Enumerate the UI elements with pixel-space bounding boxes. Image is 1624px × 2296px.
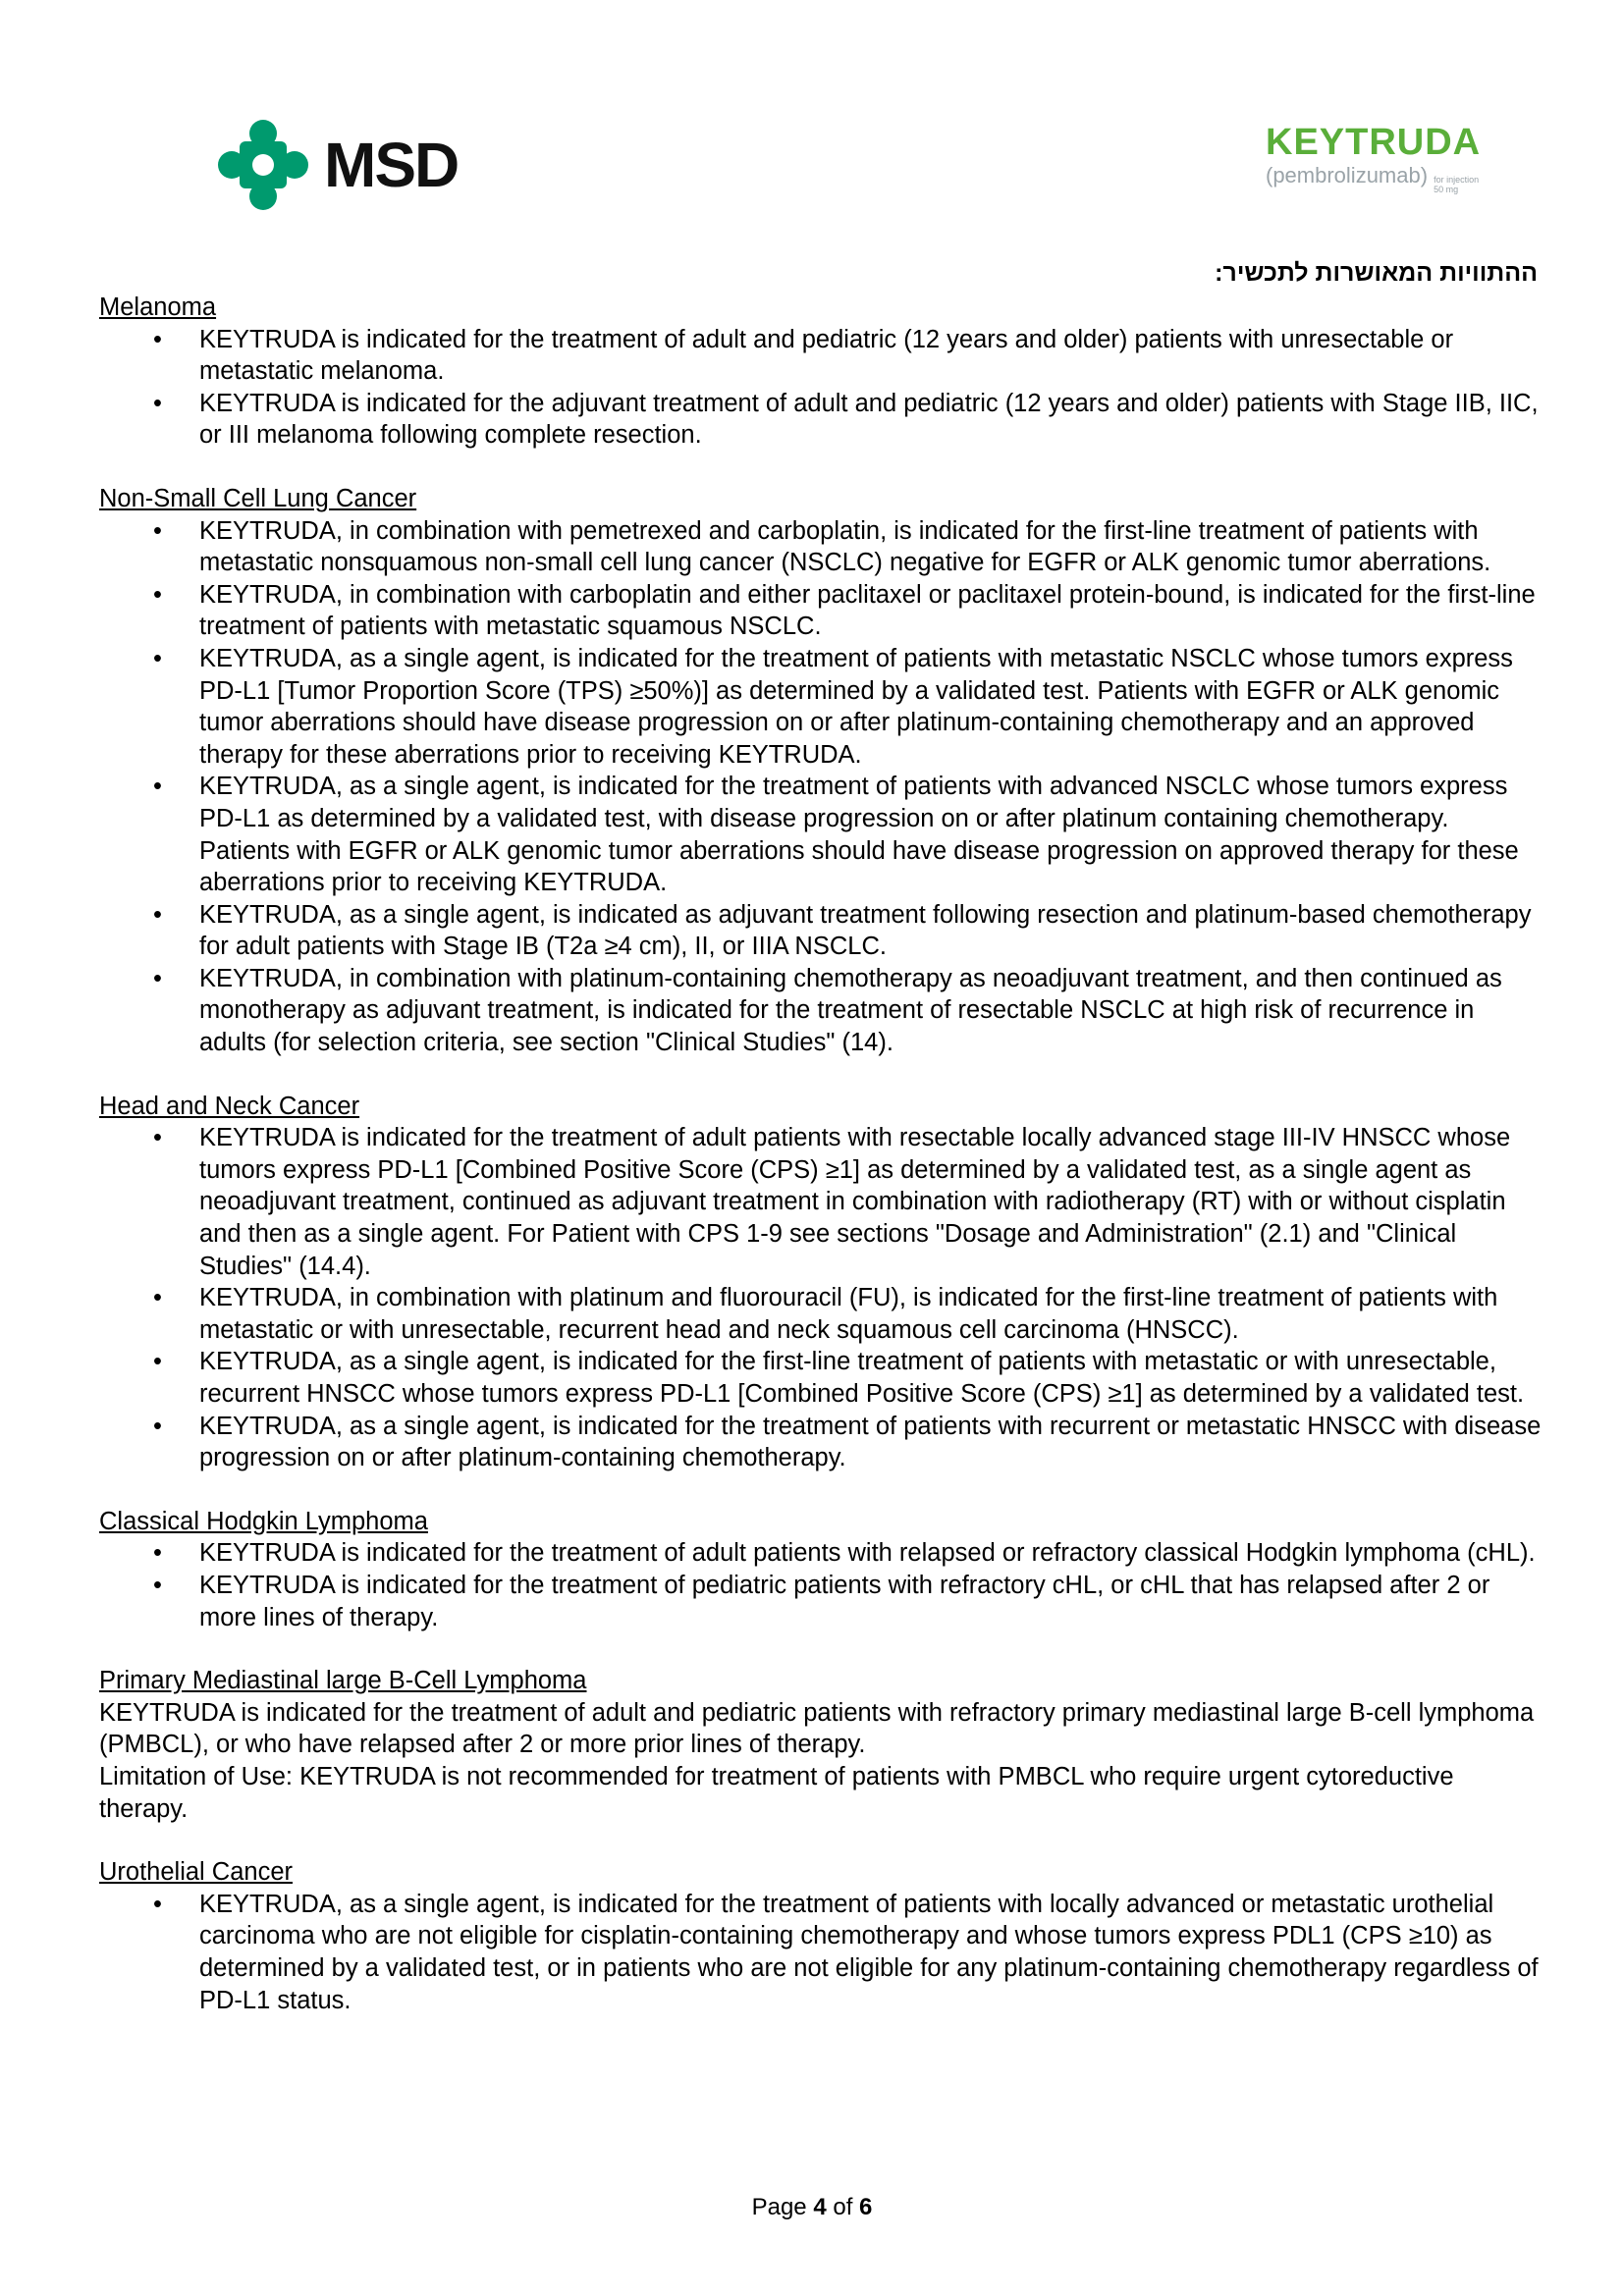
bullet-list	[99, 1122, 1543, 1474]
section-title: Classical Hodgkin Lymphoma	[99, 1507, 428, 1535]
page-of: of	[833, 2194, 853, 2220]
bullet-item: • KEYTRUDA, in combination with carboplatin and either paclitaxel or paclitaxel protein-bound, is indicated for the first-line treatment of patients with metastatic squamous NSCLC.	[99, 579, 1543, 643]
indication-section	[99, 1665, 1543, 1825]
section-title: Non-Small Cell Lung Cancer	[99, 484, 417, 512]
bullet-item: • KEYTRUDA, as a single agent, is indicated for the treatment of patients with advanced NSCLC whose tumors express PD-L1 as determined by a validated test, with disease progression on or after platinum containing chemotherapy. Patients with EGFR or ALK genomic tumor aberrations should have disease progression on approved therapy for these aberrations prior to receiving KEYTRUDA.	[99, 771, 1543, 898]
bullet-list	[99, 1889, 1543, 2016]
section-title: Melanoma	[99, 294, 217, 321]
indication-section	[99, 1506, 1543, 1633]
paragraph: Limitation of Use: KEYTRUDA is not recommended for treatment of patients with PMBCL who require urgent cytoreductive therapy.	[99, 1762, 1454, 1823]
page-total: 6	[859, 2194, 873, 2220]
indication-section	[99, 483, 1543, 1059]
indication-section	[99, 292, 1543, 452]
bullet-item: • KEYTRUDA is indicated for the treatment of adult patients with relapsed or refractory classical Hodgkin lymphoma (cHL).	[99, 1537, 1543, 1570]
indication-section	[99, 1091, 1543, 1474]
page-current: 4	[813, 2194, 827, 2220]
hebrew-heading: ההתוויות המאושרות לתכשיר:	[1215, 259, 1538, 287]
section-title: Primary Mediastinal large B-Cell Lymphoma	[99, 1667, 587, 1695]
bullet-item: • KEYTRUDA is indicated for the treatment of adult patients with resectable locally advanced stage III-IV HNSCC whose tumors express PD-L1 [Combined Positive Score (CPS) ≥1] as determined by a validated test, as a single agent as neoadjuvant treatment, continued as adjuvant treatment in combination with radiotherapy (RT) with or without cisplatin and then as a single agent. For Patient with CPS 1-9 see sections "Dosage and Administration" (2.1) and "Clinical Studies" (14.4).	[99, 1122, 1543, 1282]
msd-emblem-icon	[218, 120, 308, 210]
bullet-item: • KEYTRUDA is indicated for the adjuvant treatment of adult and pediatric (12 years and older) patients with Stage IIB, IIC, or III melanoma following complete resection.	[99, 388, 1543, 452]
bullet-item: • KEYTRUDA, as a single agent, is indicated for the treatment of patients with metastatic NSCLC whose tumors express PD-L1 [Tumor Proportion Score (TPS) ≥50%)] as determined by a validated test. Patients with EGFR or ALK genomic tumor aberrations should have disease progression on or after platinum-containing chemotherapy and an approved therapy for these aberrations prior to receiving KEYTRUDA.	[99, 643, 1543, 771]
indications-content	[99, 292, 1543, 2048]
bullet-item: • KEYTRUDA, as a single agent, is indicated as adjuvant treatment following resection and platinum-based chemotherapy for adult patients with Stage IB (T2a ≥4 cm), II, or IIIA NSCLC.	[99, 899, 1543, 963]
indication-section	[99, 1856, 1543, 2016]
bullet-item: • KEYTRUDA, in combination with platinum and fluorouracil (FU), is indicated for the first-line treatment of patients with metastatic or with unresectable, recurrent head and neck squamous cell carcinoma (HNSCC).	[99, 1282, 1543, 1346]
bullet-item: • KEYTRUDA is indicated for the treatment of pediatric patients with refractory cHL, or cHL that has relapsed after 2 or more lines of therapy.	[99, 1570, 1543, 1633]
bullet-item: • KEYTRUDA, as a single agent, is indicated for the treatment of patients with locally advanced or metastatic urothelial carcinoma who are not eligible for cisplatin-containing chemotherapy and whose tumors express PDL1 (CPS ≥10) as determined by a validated test, or in patients who are not eligible for any platinum-containing chemotherapy regardless of PD-L1 status.	[99, 1889, 1543, 2016]
page-footer	[0, 2194, 1624, 2221]
bullet-item: • KEYTRUDA, as a single agent, is indicated for the treatment of patients with recurrent or metastatic HNSCC with disease progression on or after platinum-containing chemotherapy.	[99, 1411, 1543, 1474]
paragraph: KEYTRUDA is indicated for the treatment of adult and pediatric patients with refractory primary mediastinal large B-cell lymphoma (PMBCL), or who have relapsed after 2 or more prior lines of therapy.	[99, 1698, 1535, 1759]
bullet-item: • KEYTRUDA, in combination with pemetrexed and carboplatin, is indicated for the first-line treatment of patients with metastatic nonsquamous non-small cell lung cancer (NSCLC) negative for EGFR or ALK genomic tumor aberrations.	[99, 515, 1543, 579]
bullet-list	[99, 1537, 1543, 1633]
bullet-item: • KEYTRUDA, in combination with platinum-containing chemotherapy as neoadjuvant treatment, and then continued as monotherapy as adjuvant treatment, is indicated for the treatment of resectable NSCLC at high risk of recurrence in adults (for selection criteria, see section "Clinical Studies" (14).	[99, 963, 1543, 1059]
keytruda-logo-name: KEYTRUDA	[1266, 122, 1482, 163]
keytruda-logo	[1266, 124, 1482, 194]
bullet-item: • KEYTRUDA, as a single agent, is indicated for the first-line treatment of patients with metastatic or with unresectable, recurrent HNSCC whose tumors express PD-L1 [Combined Positive Score (CPS) ≥1] as determined by a validated test.	[99, 1346, 1543, 1410]
msd-logo-text: MSD	[324, 130, 459, 200]
section-title: Head and Neck Cancer	[99, 1092, 360, 1120]
bullet-item: • KEYTRUDA is indicated for the treatment of adult and pediatric (12 years and older) patients with unresectable or metastatic melanoma.	[99, 324, 1543, 388]
section-title: Urothelial Cancer	[99, 1858, 294, 1887]
bullet-list	[99, 324, 1543, 452]
bullet-list	[99, 515, 1543, 1059]
keytruda-logo-subtitle: (pembrolizumab)	[1266, 163, 1429, 187]
keytruda-logo-dosage: for injection 50 mg	[1434, 175, 1480, 194]
msd-logo	[218, 116, 458, 214]
page-label: Page	[751, 2194, 807, 2220]
